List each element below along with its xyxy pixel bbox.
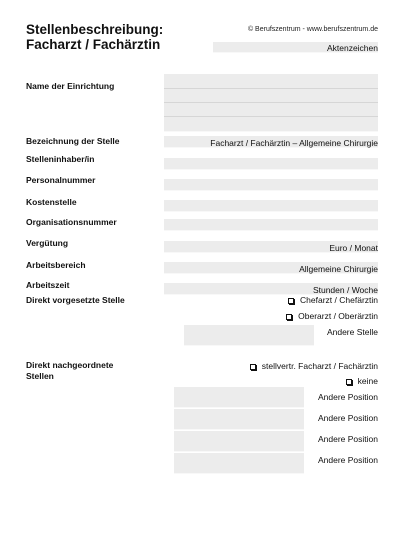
kostenstelle-field[interactable] [164, 200, 378, 212]
stellvertr-option[interactable] [250, 361, 378, 372]
einrichtung-label: Name der Einrichtung [26, 81, 115, 91]
verguetung-label: Vergütung [26, 238, 69, 248]
bezeichnung-value: Facharzt / Fachärztin – Allgemeine Chirurgie [210, 138, 378, 148]
oberarzt-checkbox[interactable] [286, 314, 292, 320]
chefarzt-option[interactable] [288, 295, 378, 306]
organisationsnummer-field[interactable] [164, 219, 378, 231]
chefarzt-checkbox[interactable] [288, 298, 294, 304]
personalnummer-label: Personalnummer [26, 175, 96, 185]
page-subtitle: Facharzt / Fachärztin [26, 37, 161, 52]
arbeitsbereich-value: Allgemeine Chirurgie [299, 264, 378, 274]
andere-position-field-1[interactable] [174, 387, 304, 408]
einrichtung-line [164, 102, 378, 103]
verguetung-value: Euro / Monat [329, 243, 378, 253]
copyright-notice: © Berufszentrum - www.berufszentrum.de [247, 26, 378, 33]
einrichtung-line [164, 116, 378, 117]
andere-position-label-3: Andere Position [317, 434, 378, 444]
arbeitszeit-label: Arbeitszeit [26, 280, 70, 290]
nachgeordnete-label-2: Stellen [26, 371, 54, 381]
stelleninhaber-label: Stelleninhaber/in [26, 154, 95, 164]
andere-position-field-3[interactable] [174, 431, 304, 452]
bezeichnung-label: Bezeichnung der Stelle [26, 136, 120, 146]
vorgesetzte-label: Direkt vorgesetzte Stelle [26, 295, 125, 305]
andere-position-label-4: Andere Position [317, 455, 378, 465]
andere-stelle-label: Andere Stelle [326, 327, 378, 337]
andere-position-label-1: Andere Position [317, 392, 378, 402]
arbeitsbereich-label: Arbeitsbereich [26, 260, 86, 270]
aktenzeichen-label: Aktenzeichen [326, 43, 378, 53]
andere-position-field-2[interactable] [174, 409, 304, 430]
stellvertr-option-label: stellvertr. Facharzt / Fachärztin [261, 361, 378, 371]
personalnummer-field[interactable] [164, 179, 378, 191]
nachgeordnete-label: Direkt nachgeordnete [26, 360, 114, 370]
keine-option-label: keine [357, 376, 378, 386]
einrichtung-line [164, 88, 378, 89]
andere-position-label-2: Andere Position [317, 413, 378, 423]
chefarzt-option-label: Chefarzt / Chefärztin [300, 295, 378, 305]
andere-position-field-4[interactable] [174, 453, 304, 474]
stellvertr-checkbox[interactable] [250, 364, 256, 370]
keine-checkbox[interactable] [346, 379, 352, 385]
arbeitszeit-value: Stunden / Woche [312, 285, 378, 295]
page-title: Stellenbeschreibung: [26, 22, 164, 37]
stelleninhaber-field[interactable] [164, 158, 378, 170]
oberarzt-option-label: Oberarzt / Oberärztin [298, 311, 378, 321]
kostenstelle-label: Kostenstelle [26, 197, 77, 207]
keine-option[interactable] [346, 376, 378, 387]
oberarzt-option[interactable] [286, 311, 378, 322]
einrichtung-field[interactable] [164, 74, 378, 132]
organisationsnummer-label: Organisationsnummer [26, 217, 117, 227]
andere-stelle-field[interactable] [184, 325, 314, 346]
